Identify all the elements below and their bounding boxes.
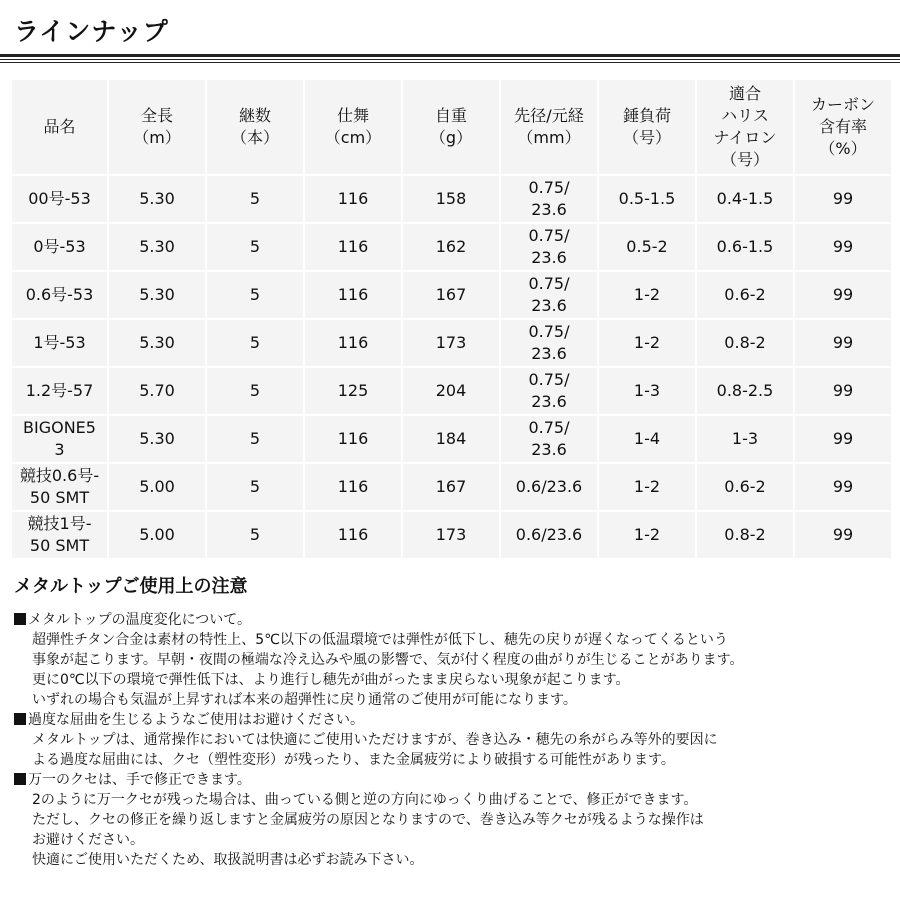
table-cell: 1.2号-57 [12, 368, 107, 414]
table-cell: 99 [795, 320, 891, 366]
note-line: 快適にご使用いただくため、取扱説明書は必ずお読み下さい。 [32, 852, 424, 868]
table-cell: BIGONE5 3 [12, 416, 107, 462]
table-cell: 204 [403, 368, 499, 414]
note-heading [14, 610, 894, 630]
table-cell: 1-2 [599, 512, 695, 558]
table-cell: 0.6-1.5 [697, 224, 793, 270]
square-bullet-icon [14, 713, 26, 725]
table-cell: 0.6-2 [697, 464, 793, 510]
table-cell: 116 [305, 224, 401, 270]
table-cell: 1-2 [599, 464, 695, 510]
column-header: カーボン 含有率 （%） [795, 80, 891, 174]
table-cell: 173 [403, 512, 499, 558]
note-line: お避けください。 [32, 832, 144, 848]
table-cell: 5.30 [109, 320, 205, 366]
table-cell: 1-4 [599, 416, 695, 462]
column-header: 仕舞 （cm） [305, 80, 401, 174]
table-row [12, 464, 891, 510]
table-cell: 1-3 [697, 416, 793, 462]
table-cell: 167 [403, 272, 499, 318]
column-header: 品名 [12, 80, 107, 174]
table-cell: 0.75/ 23.6 [501, 272, 597, 318]
table-cell: 184 [403, 416, 499, 462]
table-cell: 116 [305, 320, 401, 366]
table-cell: 0.8-2 [697, 512, 793, 558]
table-cell: 競技0.6号- 50 SMT [12, 464, 107, 510]
note-line: 2のように万一クセが残った場合は、曲っている側と逆の方向にゆっくり曲げることで、修正ができます。 [32, 792, 698, 808]
table-cell: 0.75/ 23.6 [501, 368, 597, 414]
table-cell: 0.6/23.6 [501, 464, 597, 510]
table-cell: 167 [403, 464, 499, 510]
table-row [12, 512, 891, 558]
notes-section [14, 610, 894, 870]
table-cell: 162 [403, 224, 499, 270]
table-cell: 0.75/ 23.6 [501, 224, 597, 270]
table-row [12, 320, 891, 366]
table-cell: 0号-53 [12, 224, 107, 270]
table-row [12, 224, 891, 270]
table-cell: 5 [207, 224, 303, 270]
table-cell: 5.30 [109, 416, 205, 462]
table-cell: 0.6-2 [697, 272, 793, 318]
table-cell: 5.00 [109, 512, 205, 558]
table-cell: 5 [207, 176, 303, 222]
column-header: 継数 （本） [207, 80, 303, 174]
note-line: メタルトップは、通常操作においては快適にご使用いただけますが、巻き込み・穂先の糸がらみ等外的要因に [32, 732, 718, 748]
column-header: 先径/元経 （mm） [501, 80, 597, 174]
table-row [12, 176, 891, 222]
table-cell: 158 [403, 176, 499, 222]
table-body [12, 176, 891, 558]
table-cell: 0.75/ 23.6 [501, 416, 597, 462]
column-header: 自重 （g） [403, 80, 499, 174]
note-heading [14, 710, 894, 730]
table-cell: 1-2 [599, 272, 695, 318]
table-cell: 5.30 [109, 272, 205, 318]
table-cell: 5.30 [109, 224, 205, 270]
square-bullet-icon [14, 773, 26, 785]
table-cell: 0.6/23.6 [501, 512, 597, 558]
note-line: 超弾性チタン合金は素材の特性上、5℃以下の低温環境では弾性が低下し、穂先の戻りが遅くなってくるという [32, 632, 728, 648]
table-cell: 0.75/ 23.6 [501, 176, 597, 222]
table-cell: 116 [305, 416, 401, 462]
note-line: ただし、クセの修正を繰り返しますと金属疲労の原因となりますので、巻き込み等クセが残るような操作は [32, 812, 704, 828]
table-cell: 1-3 [599, 368, 695, 414]
table-row [12, 368, 891, 414]
note-heading [14, 770, 894, 790]
table-cell: 5.00 [109, 464, 205, 510]
table-cell: 0.6号-53 [12, 272, 107, 318]
table-cell: 0.8-2 [697, 320, 793, 366]
table-cell: 5.70 [109, 368, 205, 414]
table-cell: 0.5-2 [599, 224, 695, 270]
note-line: いずれの場合も気温が上昇すれば本来の超弾性に戻り通常のご使用が可能になります。 [32, 692, 577, 708]
table-cell: 0.5-1.5 [599, 176, 695, 222]
note-heading-text: 万一のクセは、手で修正できます。 [28, 772, 251, 788]
table-row [12, 416, 891, 462]
table-cell: 00号-53 [12, 176, 107, 222]
column-header: 全長 （m） [109, 80, 205, 174]
table-cell: 116 [305, 272, 401, 318]
table-cell: 5 [207, 464, 303, 510]
table-row [12, 272, 891, 318]
table-cell: 1-2 [599, 320, 695, 366]
note-line: 更に0℃以下の環境で弾性低下は、より進行し穂先が曲がったまま戻らない現象が起こります。 [32, 672, 630, 688]
table-cell: 116 [305, 176, 401, 222]
page-title: ラインナップ [14, 17, 169, 46]
table-cell: 99 [795, 512, 891, 558]
table-cell: 125 [305, 368, 401, 414]
table-cell: 1号-53 [12, 320, 107, 366]
table-cell: 0.8-2.5 [697, 368, 793, 414]
table-cell: 99 [795, 416, 891, 462]
table-cell: 99 [795, 464, 891, 510]
note-heading-text: メタルトップの温度変化について。 [28, 612, 252, 628]
title-divider [0, 54, 900, 63]
table-cell: 5 [207, 368, 303, 414]
table-cell: 99 [795, 368, 891, 414]
table-cell: 5 [207, 416, 303, 462]
table-cell: 99 [795, 176, 891, 222]
table-cell: 競技1号- 50 SMT [12, 512, 107, 558]
table-cell: 0.75/ 23.6 [501, 320, 597, 366]
column-header: 錘負荷 （号） [599, 80, 695, 174]
table-cell: 173 [403, 320, 499, 366]
table-cell: 0.4-1.5 [697, 176, 793, 222]
note-line: よる過度な屈曲には、クセ（塑性変形）が残ったり、また金属疲労により破損する可能性があります。 [32, 752, 675, 768]
table-cell: 5 [207, 272, 303, 318]
table-header-row [12, 80, 891, 174]
table-cell: 116 [305, 512, 401, 558]
table-cell: 5 [207, 320, 303, 366]
table-cell: 5 [207, 512, 303, 558]
table-cell: 99 [795, 272, 891, 318]
table-cell: 116 [305, 464, 401, 510]
note-heading-text: 過度な屈曲を生じるようなご使用はお避けください。 [28, 712, 364, 728]
square-bullet-icon [14, 613, 26, 625]
table-cell: 5.30 [109, 176, 205, 222]
column-header: 適合 ハリス ナイロン （号） [697, 80, 793, 174]
note-line: 事象が起こります。早朝・夜間の極端な冷え込みや風の影響で、気が付く程度の曲がりが生じることがあります。 [32, 652, 744, 668]
notes-title: メタルトップご使用上の注意 [14, 576, 248, 597]
table-cell: 99 [795, 224, 891, 270]
lineup-table [10, 78, 893, 560]
